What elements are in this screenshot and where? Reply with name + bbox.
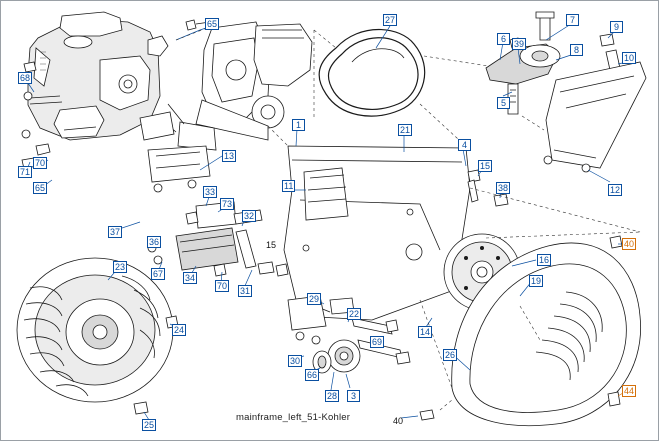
callout-40[interactable]: 40	[624, 239, 635, 249]
callout-12[interactable]: 12	[610, 185, 621, 195]
callout-66[interactable]: 66	[307, 370, 318, 380]
callout-67[interactable]: 67	[153, 269, 164, 279]
callout-21[interactable]: 21	[400, 125, 411, 135]
callout-65[interactable]: 65	[35, 183, 46, 193]
callout-27[interactable]: 27	[385, 15, 396, 25]
drive-belt	[319, 30, 425, 117]
right-side-panel	[544, 62, 646, 172]
callout-6[interactable]: 6	[497, 33, 510, 45]
callout-36[interactable]: 36	[149, 237, 160, 247]
callout-70[interactable]: 70	[217, 281, 228, 291]
callout-29[interactable]: 29	[309, 294, 320, 304]
callout-37[interactable]: 37	[110, 227, 121, 237]
callout-68[interactable]: 68	[20, 73, 31, 83]
callout-15[interactable]: 15	[480, 161, 491, 171]
callout-13[interactable]: 13	[224, 151, 235, 161]
callout-5[interactable]: 5	[497, 97, 510, 109]
callout-69[interactable]: 69	[372, 337, 383, 347]
callout-32[interactable]: 32	[244, 211, 255, 221]
callout-14[interactable]: 14	[420, 327, 431, 337]
callout-8[interactable]: 8	[570, 44, 583, 56]
callout-10[interactable]: 10	[624, 53, 635, 63]
callout-70[interactable]: 70	[35, 158, 46, 168]
callout-31[interactable]: 31	[240, 286, 251, 296]
callout-23[interactable]: 23	[115, 262, 126, 272]
callout-7[interactable]: 7	[566, 14, 579, 26]
callout-65[interactable]: 65	[207, 19, 218, 29]
diagram-caption: mainframe_left_51-Kohler	[236, 412, 351, 423]
callout-38[interactable]: 38	[498, 183, 509, 193]
callout-19[interactable]: 19	[531, 276, 542, 286]
callout-28[interactable]: 28	[327, 391, 338, 401]
callout-15[interactable]: 15	[266, 240, 277, 250]
callout-11[interactable]: 11	[284, 181, 294, 191]
callout-26[interactable]: 26	[445, 350, 456, 360]
callout-40[interactable]: 40	[393, 416, 404, 426]
callout-9[interactable]: 9	[610, 21, 623, 33]
callout-44[interactable]: 44	[624, 386, 635, 396]
callout-73[interactable]: 73	[222, 199, 233, 209]
callout-71[interactable]: 71	[20, 167, 31, 177]
callout-1[interactable]: 1	[292, 119, 305, 131]
main-chassis-plate	[284, 146, 470, 344]
callout-24[interactable]: 24	[174, 325, 185, 335]
callout-30[interactable]: 30	[290, 356, 301, 366]
callout-33[interactable]: 33	[205, 187, 216, 197]
wheel-assembly	[17, 258, 178, 414]
callout-25[interactable]: 25	[144, 420, 155, 430]
callout-16[interactable]: 16	[539, 255, 550, 265]
callout-39[interactable]: 39	[514, 39, 525, 49]
callout-4[interactable]: 4	[458, 139, 471, 151]
callout-3[interactable]: 3	[347, 390, 360, 402]
callout-34[interactable]: 34	[185, 273, 196, 283]
callout-22[interactable]: 22	[349, 309, 360, 319]
